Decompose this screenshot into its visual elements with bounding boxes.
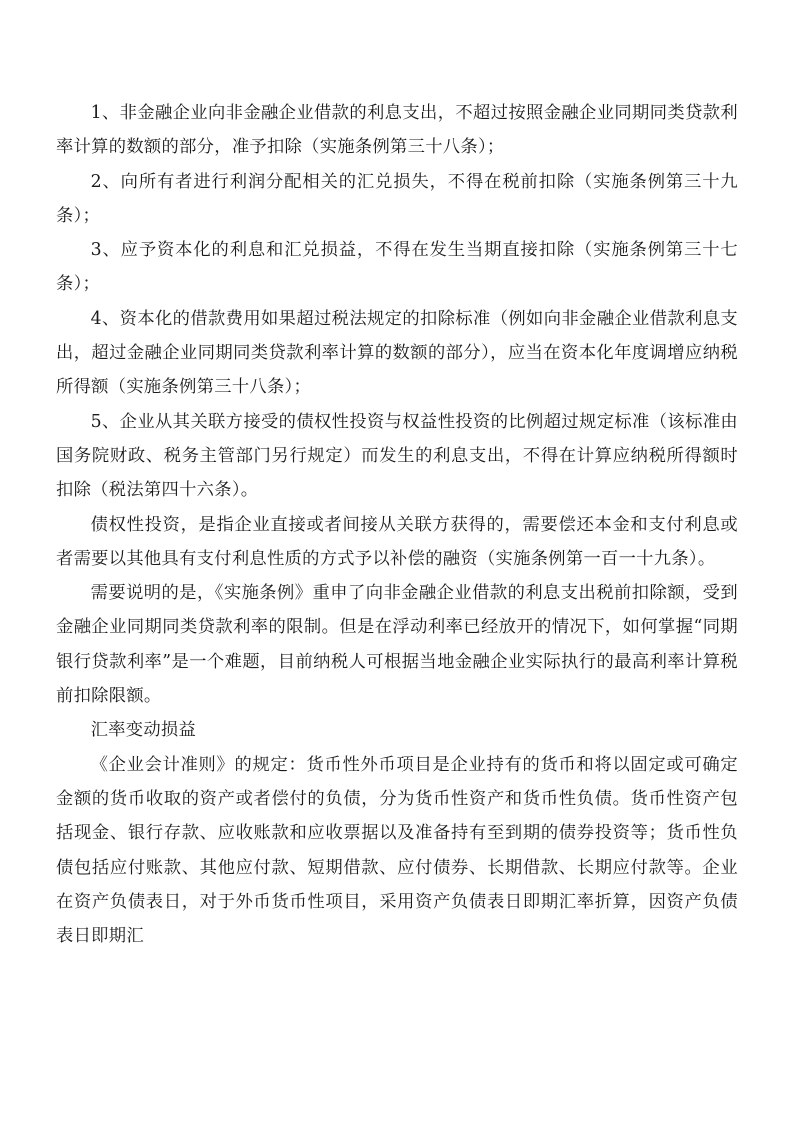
document-body [56,96,738,953]
paragraph-item-3-capitalized: 3、应予资本化的利息和汇兑损益，不得在发生当期直接扣除（实施条例第三十七条）； [56,240,738,295]
paragraph-debt-investment: 债权性投资，是指企业直接或者间接从关联方获得的，需要偿还本金和支付利息或者需要以其他具有支付利息性质的方式予以补偿的融资（实施条例第一百一十九条）。 [56,514,738,569]
paragraph-item-2-exchange-loss: 2、向所有者进行利润分配相关的汇兑损失，不得在税前扣除（实施条例第三十九条）； [56,171,738,226]
paragraph-accounting-standard: 《企业会计准则》的规定：货币性外币项目是企业持有的货币和将以固定或可确定金额的货币收取的资产或者偿付的负债，分为货币性资产和货币性负债。货币性资产包括现金、银行存款、应收账款和应收票据以及准备持有至到期的债券投资等；货币性负债包括应付账款、其他应付款、短期借款、应付债券、长期借款、长期应付款等。企业在资产负债表日，对于外币货币性项目，采用资产负债表日即期汇率折算，因资产负债表日即期汇 [56,754,738,947]
paragraph-item-5-related-party: 5、企业从其关联方接受的债权性投资与权益性投资的比例超过规定标准（该标准由国务院财政、税务主管部门另行规定）而发生的利息支出，不得在计算应纳税所得额时扣除（税法第四十六条）。 [56,411,738,501]
section-heading-exchange-rate: 汇率变动损益 [90,720,197,741]
paragraph-explanation: 需要说明的是，《实施条例》重申了向非金融企业借款的利息支出税前扣除额，受到金融企业同期同类贷款利率的限制。但是在浮动利率已经放开的情况下，如何掌握“同期银行贷款利率”是一个难题，目前纳税人可根据当地金融企业实际执行的最高利率计算税前扣除限额。 [56,583,738,707]
paragraph-item-1-interest: 1、非金融企业向非金融企业借款的利息支出，不超过按照金融企业同期同类贷款利率计算的数额的部分，准予扣除（实施条例第三十八条）； [56,103,738,158]
paragraph-item-4-borrowing-cost: 4、资本化的借款费用如果超过税法规定的扣除标准（例如向非金融企业借款利息支出，超过金融企业同期同类贷款利率计算的数额的部分），应当在资本化年度调增应纳税所得额（实施条例第三十八条）； [56,308,738,398]
